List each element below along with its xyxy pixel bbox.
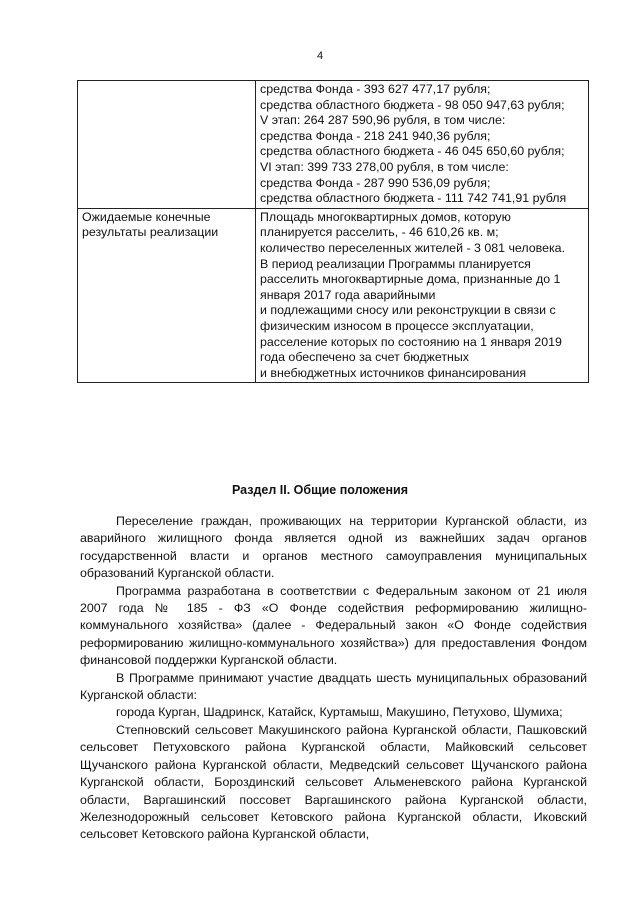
program-passport-table	[77, 80, 589, 383]
funding-line: средства областного бюджета - 46 045 650,60 рубля;	[260, 144, 565, 159]
funding-line: V этап: 264 287 590,96 рубля, в том числе:	[260, 113, 506, 128]
result-line: и внебюджетных источников финансирования	[260, 365, 527, 380]
result-line: количество переселенных жителей - 3 081 человека.	[260, 240, 566, 255]
table-row-expected-results	[78, 208, 589, 383]
paragraph: В Программе принимают участие двадцать шесть муниципальных образований Курганской области:	[80, 670, 587, 703]
funding-line: средства Фонда - 287 990 536,09 рубля;	[260, 175, 491, 190]
table-value-cell	[256, 208, 589, 383]
paragraph: Программа разработана в соответствии с Федеральным законом от 21 июля 2007 года № 185 - ФЗ «О Фонде содействия реформированию жилищно-коммунального хозяйства» (далее - Федеральный закон «О Фонде содействия реформированию жилищно-коммунального хозяйства») для предоставления Фондом финансовой поддержки Курганской области.	[80, 583, 587, 668]
table-value-cell	[256, 81, 589, 209]
page-number: 4	[316, 50, 324, 62]
table-label-cell: Ожидаемые конечные результаты реализации	[78, 208, 256, 383]
funding-line: средства Фонда - 218 241 940,36 рубля;	[260, 128, 491, 143]
funding-line: средства областного бюджета - 98 050 947,63 рубля;	[260, 97, 565, 112]
table-row-funding	[78, 81, 589, 209]
body-text	[80, 513, 587, 844]
funding-line: средства областного бюджета - 111 742 741,91 рубля	[260, 191, 567, 206]
funding-line: VI этап: 399 733 278,00 рубля, в том числе:	[260, 159, 509, 174]
paragraph: Степновский сельсовет Макушинского района Курганской области, Пашковский сельсовет Петуховского района Курганской области, Майковский сельсовет Щучанского района Курганской области, Медведский сельсовет Щучанского района Курганской области, Бороздинский сельсовет Альменевского района Курганской области, Варгашинский поссовет Варгашинского района Курганской области, Железнодорожный сельсовет Кетовского района Курганской области, Иковский сельсовет Кетовского района Курганской области,	[80, 722, 587, 842]
result-line: Площадь многоквартирных домов, которую планируется расселить, - 46 610,26 кв. м;	[260, 209, 511, 240]
funding-line: средства Фонда - 393 627 477,17 рубля;	[260, 82, 491, 96]
result-line: В период реализации Программы планируется расселить многоквартирные дома, признанные до 1 января 2017 года аварийными	[260, 256, 561, 302]
paragraph: Переселение граждан, проживающих на территории Курганской области, из аварийного жилищного фонда является одной из важнейших задач органов государственной власти и органов местного самоуправления муниципальных образований Курганской области.	[80, 514, 587, 581]
result-line: и подлежащими сносу или реконструкции в связи с физическим износом в процессе эксплуатации, расселение которых по состоянию на 1 января 2019 года обеспечено за счет бюджетных	[260, 303, 562, 365]
table-label-cell	[78, 81, 256, 209]
section-heading: Раздел II. Общие положения	[231, 483, 409, 497]
paragraph: города Курган, Шадринск, Катайск, Куртамыш, Макушино, Петухово, Шумиха;	[116, 705, 563, 720]
